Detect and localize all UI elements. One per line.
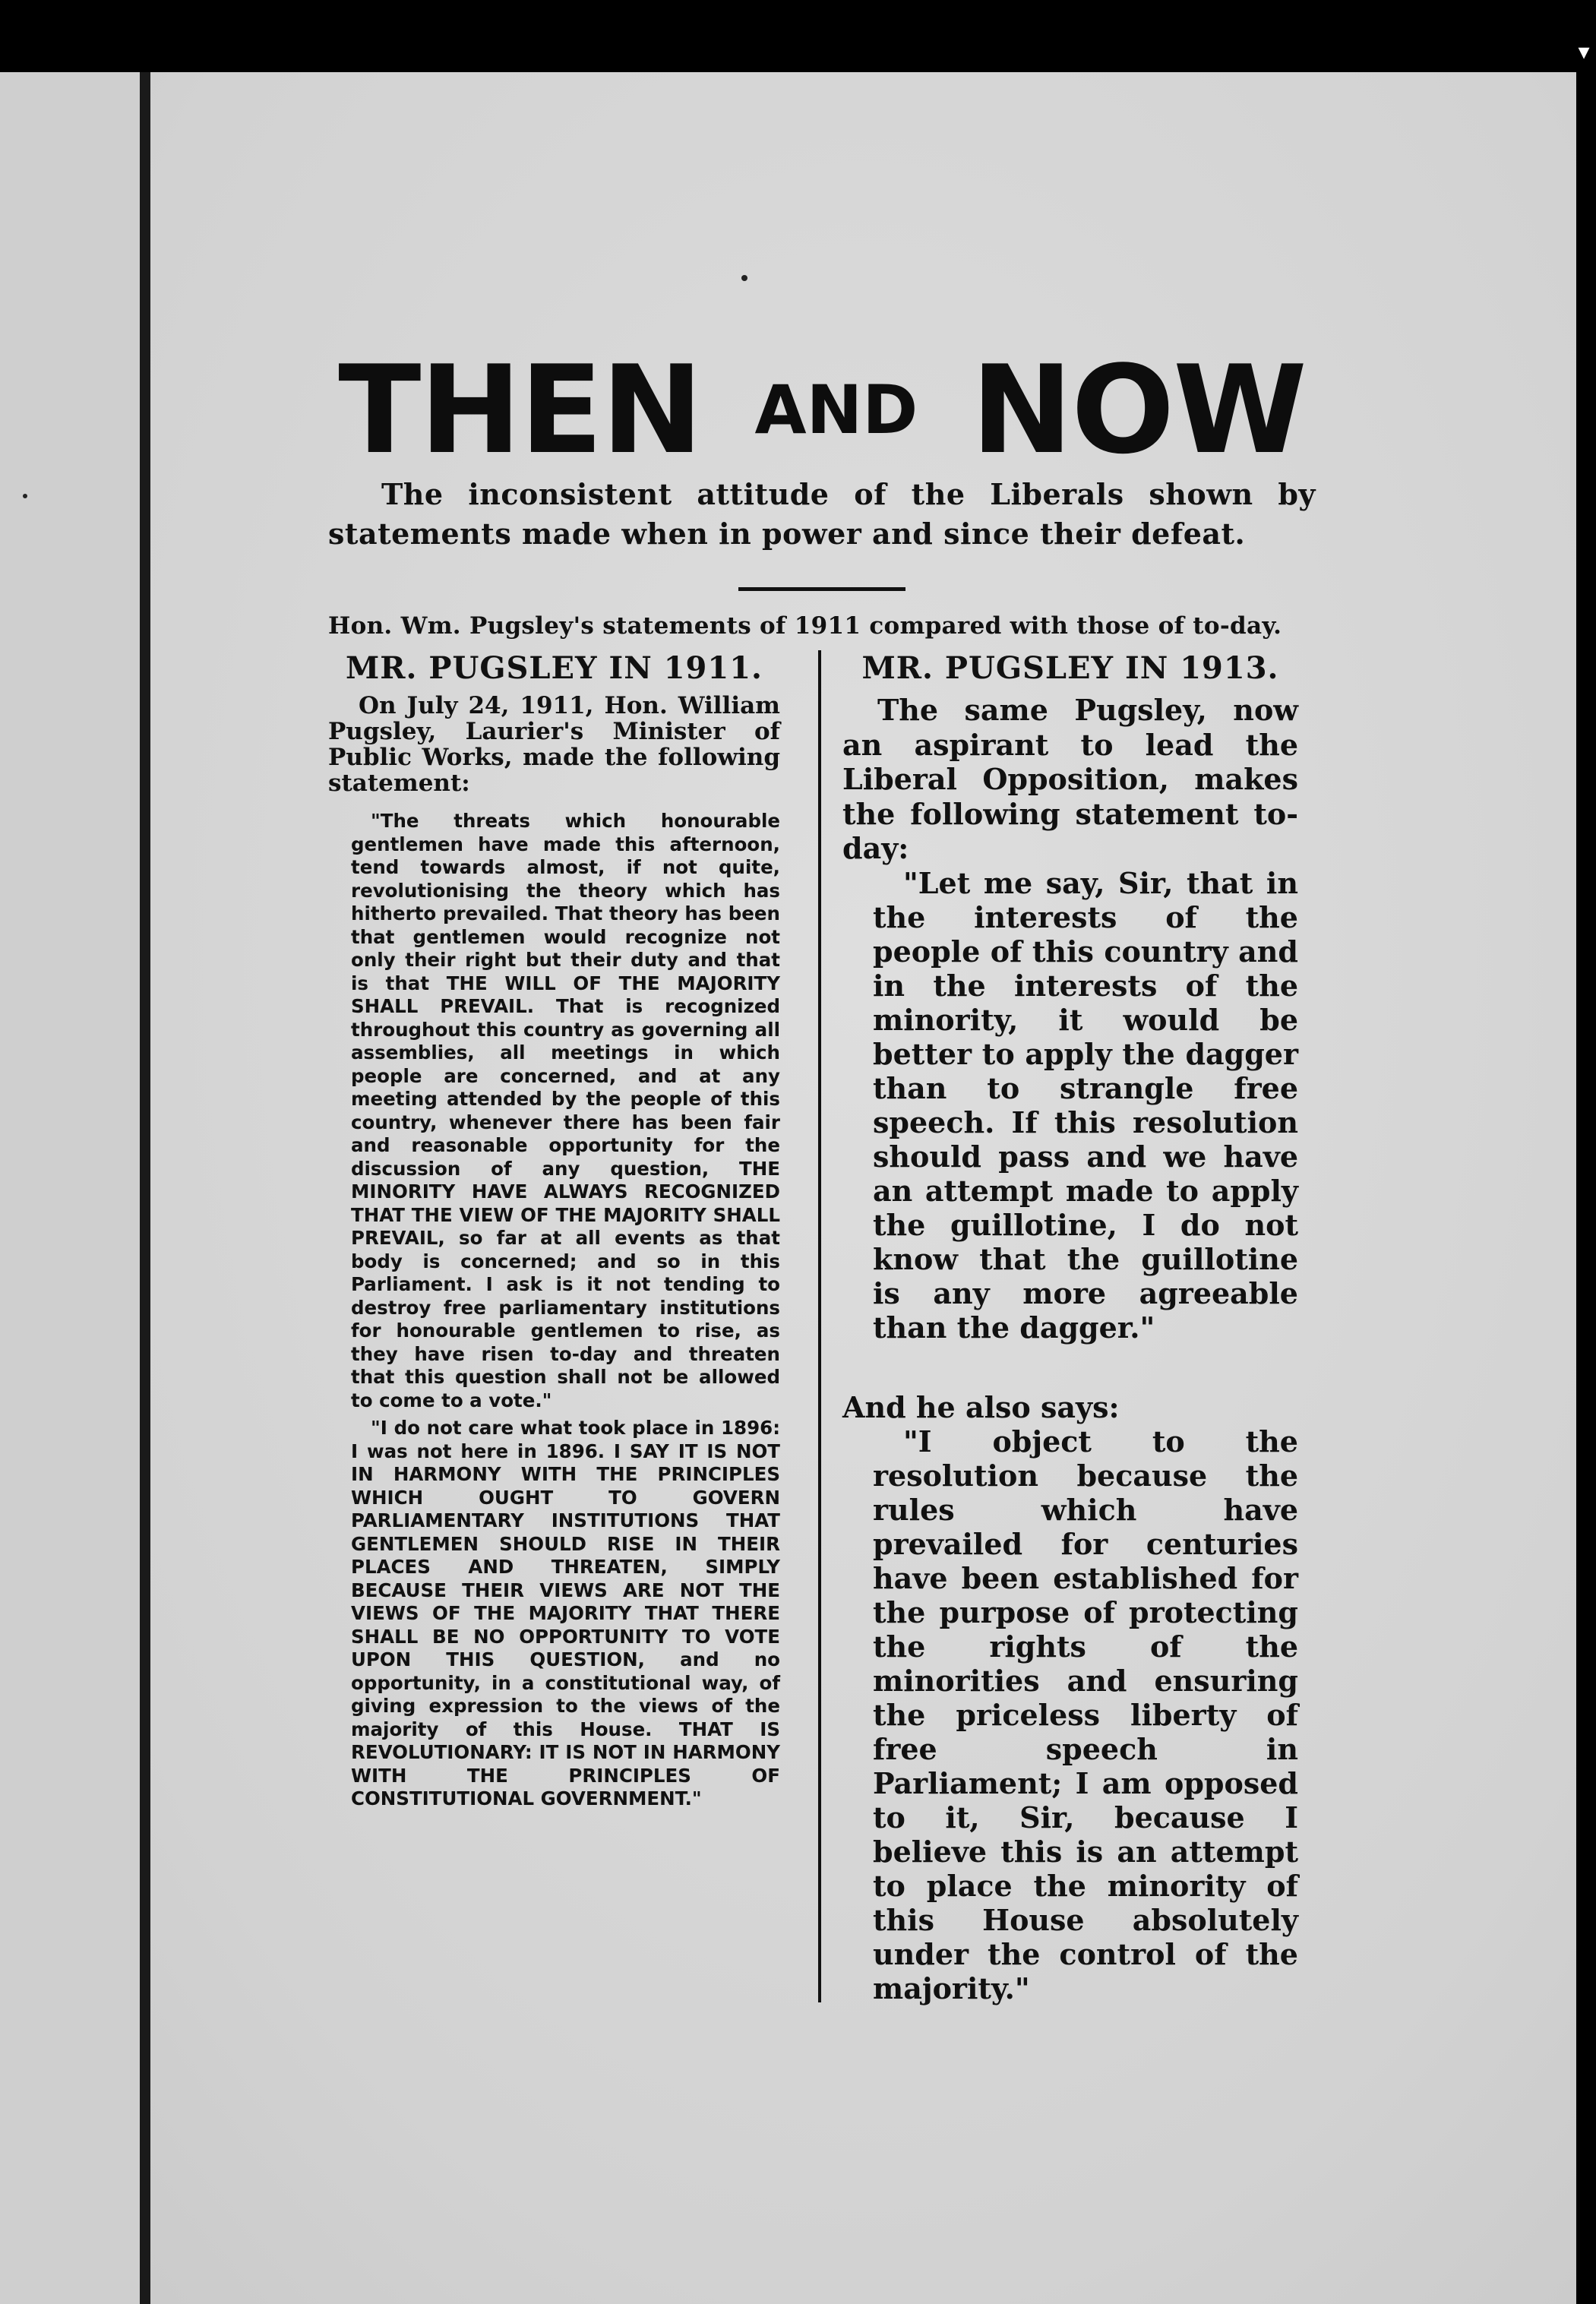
right-quote-2: "I object to the resolution because the rules which have prevailed for centuries have been established for the purpose of protecting the rights of the minorities and ensuring the priceless liberty of free speech in Parliament; I am opposed to it, Sir, because I believe this is an attempt to place the minority of this House absolutely under the control of the majority." bbox=[873, 1424, 1298, 2005]
right-scan-edge bbox=[1576, 0, 1596, 2304]
subtitle: The inconsistent attitude of the Liberals shown by statements made when in power and since their defeat. bbox=[328, 477, 1316, 551]
scan-marker-icon: ▾ bbox=[1578, 39, 1590, 65]
right-quote-1: "Let me say, Sir, that in the interests of the people of this country and in the interests of the minority, it would be better to apply the dagger than to strangle free speech. If this resolution should pass and we have an attempt made to apply the guillotine, I do not know that the guillotine is any more agreeable than the dagger." bbox=[873, 865, 1298, 1345]
headline bbox=[328, 339, 1316, 481]
left-page-strip bbox=[0, 72, 140, 2304]
title-rule bbox=[738, 587, 905, 591]
left-intro: On July 24, 1911, Hon. William Pugsley, Laurier's Minister of Public Works, made the following statement: bbox=[328, 692, 780, 797]
right-intro: The same Pugsley, now an aspirant to lead the Liberal Opposition, makes the following statement to-day: bbox=[842, 693, 1298, 865]
left-heading: MR. PUGSLEY IN 1911. bbox=[346, 650, 763, 686]
right-heading: MR. PUGSLEY IN 1913. bbox=[861, 650, 1279, 686]
left-quote-2: "I do not care what took place in 1896: I was not here in 1896. I SAY IT IS NOT IN HARMONY WITH THE PRINCIPLES WHICH OUGHT TO GOVERN PARLIAMENTARY INSTITUTIONS THAT GENTLEMEN SHOULD RISE IN THEIR PLACES AND THREATEN, SIMPLY BECAUSE THEIR VIEWS ARE NOT THE VIEWS OF THE MAJORITY THAT THERE SHALL BE NO OPPORTUNITY TO VOTE UPON THIS QUESTION, and no opportunity, in a constitutional way, of giving expression to the views of the majority of this House. THAT IS REVOLUTIONARY: IT IS NOT IN HARMONY WITH THE PRINCIPLES OF CONSTITUTIONAL GOVERNMENT." bbox=[351, 1417, 780, 1809]
column-divider bbox=[818, 650, 821, 2002]
page-fold-line bbox=[140, 72, 150, 2304]
left-column bbox=[328, 650, 780, 2005]
right-column bbox=[842, 650, 1298, 2005]
headline-then: THEN bbox=[338, 339, 702, 481]
dust-speck bbox=[23, 494, 27, 498]
dust-speck bbox=[741, 275, 747, 281]
right-also-says: And he also says: bbox=[842, 1389, 1120, 1424]
headline-now: NOW bbox=[971, 339, 1306, 481]
left-quote-1: "The threats which honourable gentlemen have made this afternoon, tend towards almost, if not quite, revolutionising the theory which has hitherto prevailed. That theory has been that gentlemen would recognize not only their right but their duty and that is that THE WILL OF THE MAJORITY SHALL PREVAIL. That is recognized throughout this country as governing all assemblies, all meetings in which people are concerned, and at any meeting attended by the people of this country, whenever there has been fair and reasonable opportunity for the discussion of any question, THE MINORITY HAVE ALWAYS RECOGNIZED THAT THE VIEW OF THE MAJORITY SHALL PREVAIL, so far at all events as that body is concerned; and so in this Parliament. I ask is it not tending to destroy free parliamentary institutions for honourable gentlemen to rise, as they have risen to-day and threaten that this question shall not be allowed to come to a vote." bbox=[351, 810, 780, 1411]
headline-and: AND bbox=[754, 371, 918, 449]
article bbox=[328, 339, 1316, 2005]
comparison-line: Hon. Wm. Pugsley's statements of 1911 compared with those of to-day. bbox=[328, 612, 1282, 640]
two-column-body bbox=[328, 650, 1316, 2005]
